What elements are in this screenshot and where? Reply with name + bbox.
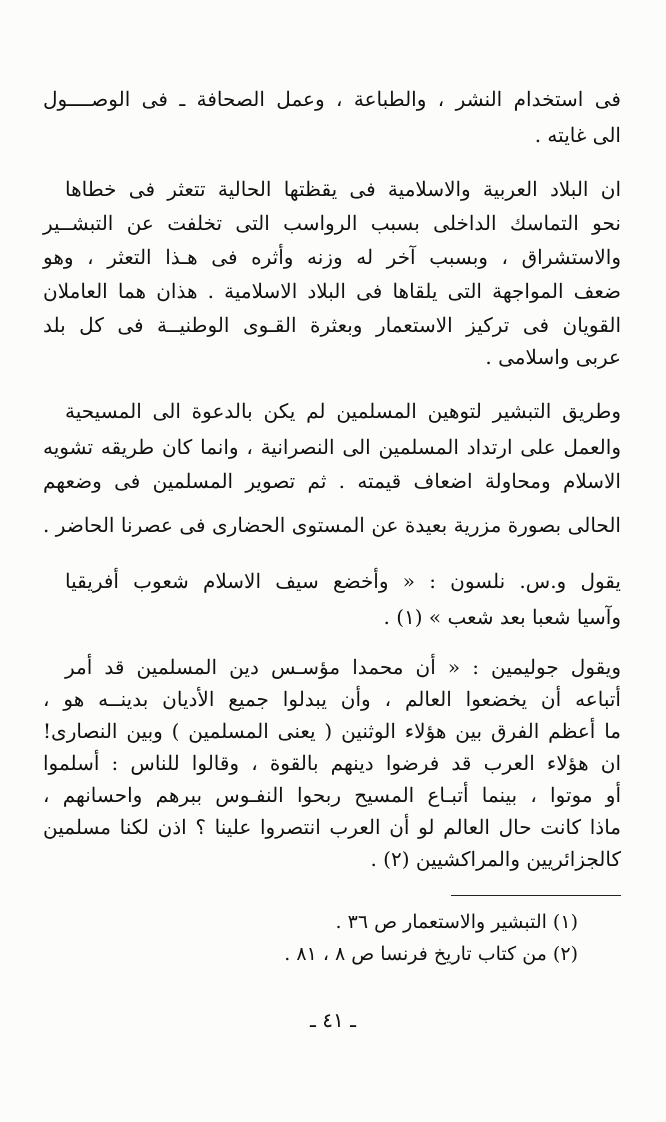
paragraph-5-line-4: ان هؤلاء العرب قد فرضوا دينهم بالقوة ، وقالوا للناس : أسلموا [43,751,621,775]
paragraph-3-line-1: وطريق التبشير لتوهين المسلمين لم يكن بالدعوة الى المسيحية [65,399,621,423]
paragraph-2-line-5: القويان فى تركيز الاستعمار وبعثرة القـوى الوطنيــة فى كل بلد [43,313,621,337]
paragraph-2-line-4: ضعف المواجهة التى يلقاها فى البلاد الاسلامية . هذان هما العاملان [43,279,621,303]
paragraph-1-line-1: فى استخدام النشر ، والطباعة ، وعمل الصحافة ـ فى الوصــــول [43,87,621,111]
paragraph-5-line-3: ما أعظم الفرق بين هؤلاء الوثنين ( يعنى المسلمين ) وبين النصارى! [43,719,621,743]
paragraph-5-line-7: كالجزائريين والمراكشيين (٢) . [370,847,621,871]
paragraph-3-line-2: والعمل على ارتداد المسلمين الى النصرانية ، وانما كان طريقه تشويه [43,435,621,459]
paragraph-3-line-4: الحالى بصورة مزرية بعيدة عن المستوى الحضارى فى عصرنا الحاضر . [43,513,621,537]
paragraph-2-line-1: ان البلاد العربية والاسلامية فى يقظتها الحالية تتعثر فى خطاها [65,177,621,201]
footnote-1: (١) التبشير والاستعمار ص ٣٦ . [335,911,578,933]
footnote-separator [451,895,621,896]
paragraph-4-line-2: وآسيا شعبا بعد شعب » (١) . [383,605,621,629]
page-number: ـ ٤١ ـ [310,1008,356,1032]
paragraph-5-line-2: أتباعه أن يخضعوا العالم ، وأن يبدلوا جميع الأديان بدينــه هو ، [43,687,621,711]
paragraph-5-line-5: أو موتوا ، بينما أتبـاع المسيح ربحوا النفـوس ببرهم واحسانهم ، [43,783,621,807]
paragraph-4-line-1: يقول و.س. نلسون : « وأخضع سيف الاسلام شعوب أفريقيا [65,569,621,593]
paragraph-5-line-6: ماذا كانت حال العالم لو أن العرب انتصروا علينا ؟ اذن لكنا مسلمين [43,815,621,839]
paragraph-2-line-3: والاستشراق ، وبسبب آخر له وزنه وأثره فى هـذا التعثر ، وهو [43,245,621,269]
paragraph-2-line-2: نحو التماسك الداخلى بسبب الرواسب التى تخلفت عن التبشــير [43,211,621,235]
paragraph-3-line-3: الاسلام ومحاولة اضعاف قيمته . ثم تصوير المسلمين فى وضعهم [43,469,621,493]
paragraph-5-line-1: ويقول جوليمين : « أن محمدا مؤسـس دين المسلمين قد أمر [65,655,621,679]
footnote-2: (٢) من كتاب تاريخ فرنسا ص ٨ ، ٨١ . [284,943,578,965]
paragraph-1-line-2: الى غايته . [534,123,621,147]
paragraph-2-line-6: عربى واسلامى . [485,345,621,369]
